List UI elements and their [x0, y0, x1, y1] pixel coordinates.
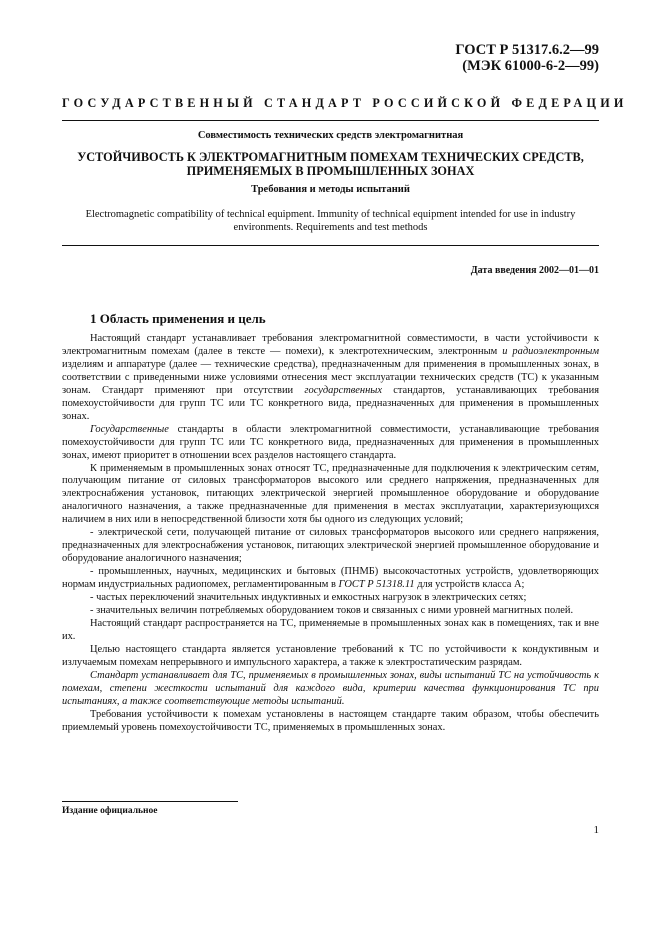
bottom-divider — [62, 245, 599, 246]
subject-line: Совместимость технических средств электромагнитная — [197, 130, 464, 141]
list-item: - электрической сети, получающей питание от силовых трансформаторов высокого или среднего напряжения, предназначенных для электроснабжения установок, питающих электрической энергией промышленное оборудование и оборудование аналогичного назначения; — [62, 527, 599, 565]
english-title-line-1: Electromagnetic compatibility of technical equipment. Immunity of technical equipment intended for use in industry — [85, 209, 576, 220]
paragraph: К применяемым в промышленных зонах относят ТС, предназначенные для подключения к электрическим сетям, получающим питание от силовых трансформаторов высокого или среднего напряжения, предназначенных для электроснабжения установок, питающих электрической энергией промышленное оборудование и оборудование аналогичного назначения, а также предназначенные для применения в местах эксплуатации, характеризующихся наличием в них или в непосредственной близости хотя бы одного из следующих условий; — [62, 462, 599, 526]
requirements-subtitle: Требования и методы испытаний — [251, 184, 410, 195]
section-body — [62, 333, 599, 735]
state-standard-heading: ГОСУДАРСТВЕННЫЙ СТАНДАРТ РОССИЙСКОЙ ФЕДЕРАЦИИ — [62, 96, 628, 110]
paragraph: Государственные стандарты в области электромагнитной совместимости, устанавливающие требования помехоустойчивости для групп ТС или ТС конкретного вида, предназначенных для применения в промышленных зонах, имеют приоритет в отношении всех разделов настоящего стандарта. — [62, 423, 599, 461]
paragraph: Настоящий стандарт устанавливает требования электромагнитной совместимости, в части устойчивости к электромагнитным помехам (далее в тексте — помехи), к электротехническим, электронным и радиоэлектронным изделиям и аппаратуре (далее — технические средства), предназначенным для применения в промышленных зонах, в соответствии с приведенными ниже условиями отнесения мест эксплуатации технических средств (ТС) к указанным зонам. Стандарт применяют при отсутствии государственных стандартов, устанавливающих требования помехоустойчивости для групп ТС или ТС конкретного вида, предназначенных для применения в промышленных зонах. — [62, 333, 600, 422]
top-divider — [62, 120, 599, 121]
paragraph: Стандарт устанавливает для ТС, применяемых в промышленных зонах, виды испытаний ТС на устойчивость к помехам, степени жесткости испытаний для каждого вида, критерии качества функционирования ТС при испытаниях, а также соответствующие методы испытаний. — [62, 669, 599, 707]
standard-designation — [455, 42, 599, 74]
iec-number: (МЭК 61000-6-2—99) — [462, 58, 599, 74]
paragraph: Требования устойчивости к помехам установлены в настоящем стандарте таким образом, чтобы обеспечить приемлемый уровень помехоустойчивости ТС, применяемых в промышленных зонах. — [62, 708, 599, 733]
paragraph: Настоящий стандарт распространяется на ТС, применяемые в промышленных зонах как в помещениях, так и вне их. — [62, 617, 599, 642]
introduction-date: Дата введения 2002—01—01 — [470, 265, 599, 276]
paragraph: Целью настоящего стандарта является установление требований к ТС по устойчивости к кондуктивным и излучаемым помехам непрерывного и импульсного характера, а также к электростатическим разрядам. — [62, 643, 599, 668]
official-edition-label: Издание официальное — [62, 806, 158, 816]
standard-number: ГОСТ Р 51317.6.2—99 — [455, 42, 599, 58]
title-line-1: УСТОЙЧИВОСТЬ К ЭЛЕКТРОМАГНИТНЫМ ПОМЕХАМ ТЕХНИЧЕСКИХ СРЕДСТВ, — [77, 150, 584, 164]
list-item: - частых переключений значительных индуктивных и емкостных нагрузок в электрических сетях; — [90, 592, 527, 604]
section-heading: 1 Область применения и цель — [90, 311, 266, 326]
list-item: - значительных величин потребляемых оборудованием токов и связанных с ними уровней магнитных полей. — [90, 605, 574, 617]
list-item: - промышленных, научных, медицинских и бытовых (ПНМБ) высокочастотных устройств, удовлетворяющих нормам индустриальных радиопомех, регламентированным в ГОСТ Р 51318.11 для устройств класса А; — [62, 566, 599, 591]
footer-divider — [62, 801, 238, 802]
english-title — [62, 208, 599, 234]
document-title — [62, 150, 599, 178]
english-title-line-2: environments. Requirements and test methods — [233, 222, 428, 233]
title-line-2: ПРИМЕНЯЕМЫХ В ПРОМЫШЛЕННЫХ ЗОНАХ — [186, 164, 475, 178]
page-number: 1 — [593, 824, 599, 836]
